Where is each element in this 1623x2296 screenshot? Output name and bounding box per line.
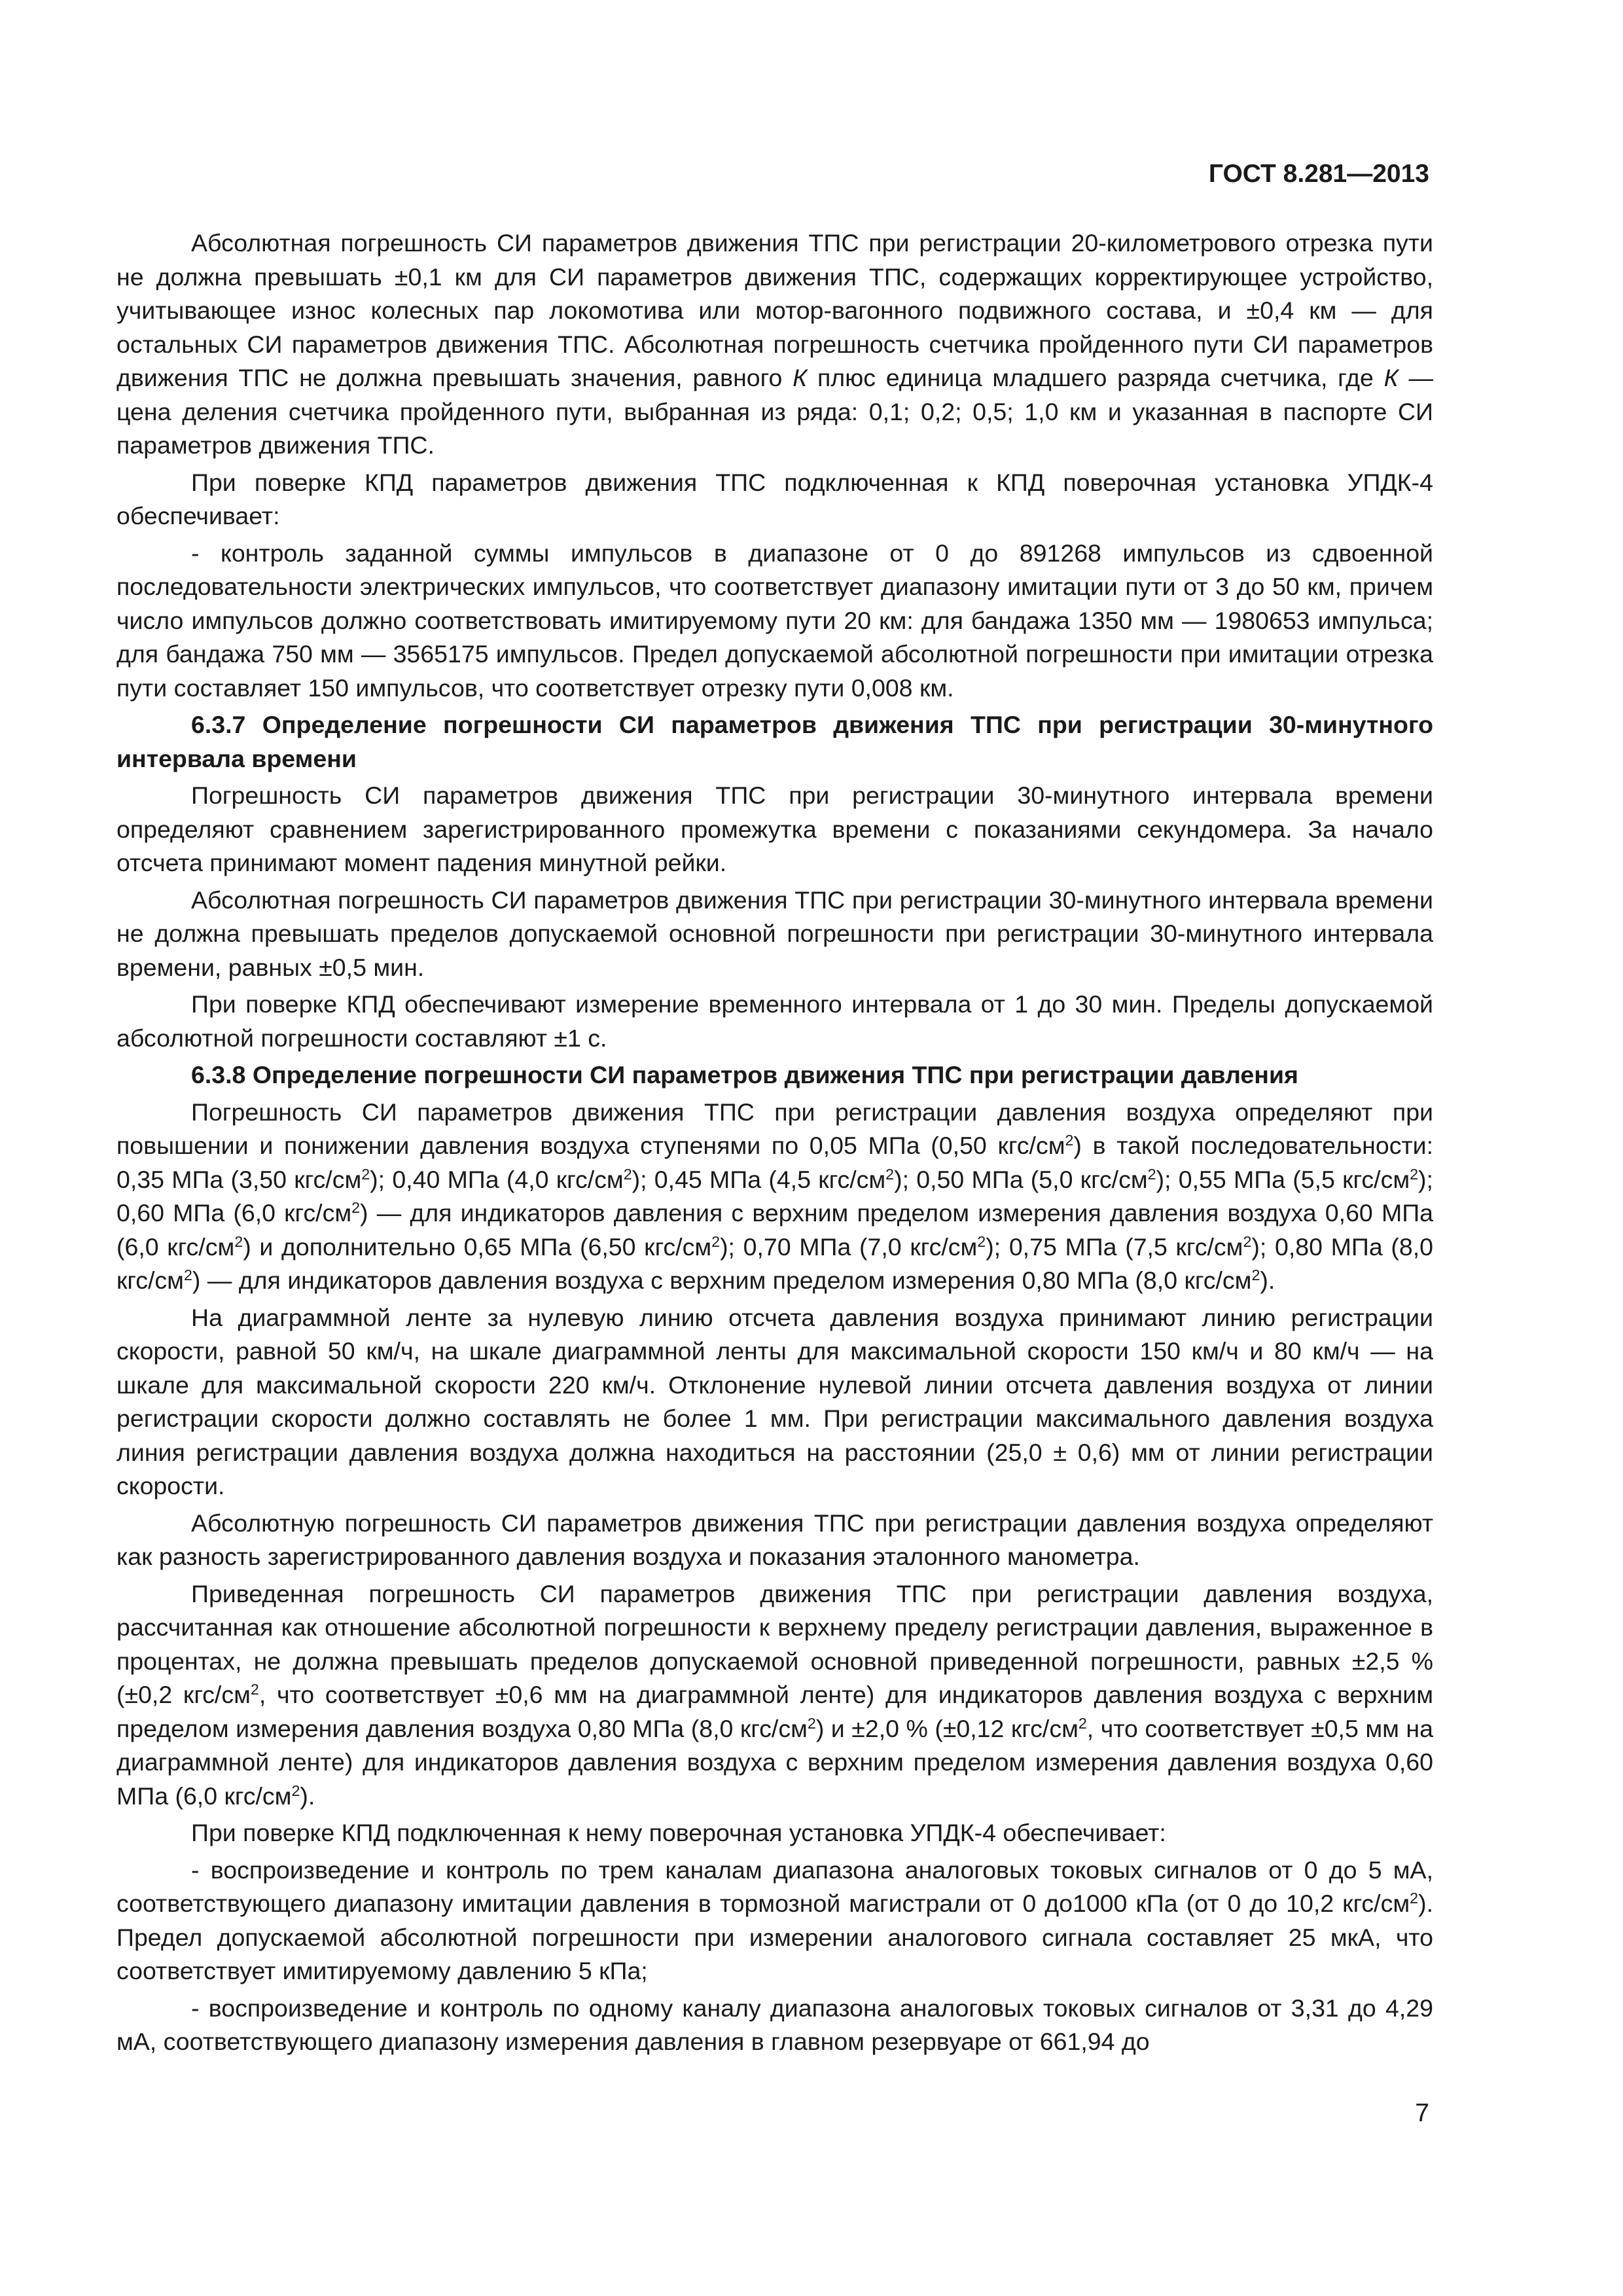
paragraph: Абсолютная погрешность СИ параметров движения ТПС при регистрации 30-минутного интервала времени не должна превышать пределов допускаемой основной погрешности при регистрации 30-минутного интервала времени, равных ±0,5 мин. xyxy=(116,886,1433,981)
paragraph: Абсолютную погрешность СИ параметров движения ТПС при регистрации давления воздуха определяют как разность зарегистрированного давления воздуха и показания эталонного манометра. xyxy=(116,1509,1433,1570)
paragraph: - воспроизведение и контроль по одному каналу диапазона аналоговых токовых сигналов от 3,31 до 4,29 мА, соответствующего диапазону измерения давления в главном резервуаре от 661,94 до xyxy=(116,1994,1433,2055)
paragraph: На диаграммной ленте за нулевую линию отсчета давления воздуха принимают линию регистрации скорости, равной 50 км/ч, на шкале диаграммной ленты для максимальной скорости 150 км/ч и 80 км/ч — на шкале для максимальной скорости 220 км/ч. Отклонение нулевой линии отсчета давления воздуха от линии регистрации скорости должно составлять не более 1 мм. При регистрации максимального давления воздуха линия регистрации давления воздуха должна находиться на расстоянии (25,0 ± 0,6) мм от линии регистрации скорости. xyxy=(116,1303,1433,1499)
paragraph: При поверке КПД обеспечивают измерение временного интервала от 1 до 30 мин. Пределы допускаемой абсолютной погрешности составляют ±1 с. xyxy=(116,990,1433,1052)
paragraph: При поверке КПД подключенная к нему поверочная установка УПДК-4 обеспечивает: xyxy=(191,1819,1166,1846)
paragraph: Погрешность СИ параметров движения ТПС при регистрации 30-минутного интервала времени определяют сравнением зарегистрированного промежутка времени с показаниями секундомера. За начало отсчета принимают момент падения минутной рейки. xyxy=(116,781,1433,876)
document-header: ГОСТ 8.281—2013 xyxy=(1208,160,1429,188)
paragraph: Приведенная погрешность СИ параметров движения ТПС при регистрации давления воздуха, рассчитанная как отношение абсолютной погрешности к верхнему пределу регистрации давления, выраженное в процентах, не должна превышать пределов допускаемой основной приведенной погрешности, равных ±2,5 % (±0,2 кгс/$см^2$, что соответствует ±0,6 мм на диаграммной ленте) для индикаторов давления воздуха с верхним пределом измерения давления воздуха 0,80 МПа (8,0 кгс/$см^2$) и ±2,0 % (±0,12 кгс/$см^2$, что соответствует ±0,5 мм на диаграммной ленте) для индикаторов давления воздуха с верхним пределом измерения давления воздуха 0,60 МПа (6,0 кгс/$см^2$). xyxy=(116,1579,1434,1810)
paragraph: Абсолютная погрешность СИ параметров движения ТПС при регистрации 20-километрового отрезка пути не должна превышать ±0,1 км для СИ параметров движения ТПС, содержащих корректирующее устройство, учитывающее износ колесных пар локомотива или мотор-вагонного подвижного состава, и ±0,4 км — для остальных СИ параметров движения ТПС. Абсолютная погрешность счетчика пройденного пути СИ параметров движения ТПС не должна превышать значения, равного К плюс единица младшего разряда счетчика, где К — цена деления счетчика пройденного пути, выбранная из ряда: 0,1; 0,2; 0,5; 1,0 км и указанная в паспорте СИ параметров движения ТПС. xyxy=(116,229,1434,459)
paragraph: - воспроизведение и контроль по трем каналам диапазона аналоговых токовых сигналов от 0 до 5 мА, соответствующего диапазону имитации давления в тормозной магистрали от 0 до1000 кПа (от 0 до 10,2 кгс/$см^2$). Предел допускаемой абсолютной погрешности при измерении аналогового сигнала составляет 25 мкА, что соответствует имитируемому давлению 5 кПа; xyxy=(116,1856,1433,1984)
section-heading: 6.3.8 Определение погрешности СИ параметров движения ТПС при регистрации давления xyxy=(191,1061,1298,1088)
paragraph: При поверке КПД параметров движения ТПС подключенная к КПД поверочная установка УПДК-4 обеспечивает: xyxy=(116,468,1433,529)
paragraph: Погрешность СИ параметров движения ТПС при регистрации давления воздуха определяют при повышении и понижении давления воздуха ступенями по 0,05 МПа (0,50 кгс/$см^2$) в такой последовательности: 0,35 МПа (3,50 кгс/$см^2$); 0,40 МПа (4,0 кгс/$см^2$); 0,45 МПа (4,5 кгс/$см^2$); 0,50 МПа (5,0 кгс/$см^2$); 0,55 МПа (5,5 кгс/$см^2$); 0,60 МПа (6,0 кгс/$см^2$) — для индикаторов давления с верхним пределом измерения давления воздуха 0,60 МПа (6,0 кгс/$см^2$) и дополнительно 0,65 МПа (6,50 кгс/$см^2$); 0,70 МПа (7,0 кгс/$см^2$); 0,75 МПа (7,5 кгс/$см^2$); 0,80 МПа (8,0 кгс/$см^2$) — для индикаторов давления воздуха с верхним пределом измерения 0,80 МПа (8,0 кгс/$см^2$). xyxy=(116,1098,1434,1294)
document-body xyxy=(116,226,1433,2062)
paragraph: - контроль заданной суммы импульсов в диапазоне от 0 до 891268 импульсов из сдвоенной последовательности электрических импульсов, что соответствует диапазону имитации пути от 3 до 50 км, причем число импульсов должно соответствовать имитируемому пути 20 км: для бандажа 1350 мм — 1980653 импульса; для бандажа 750 мм — 3565175 импульсов. Предел допускаемой абсолютной погрешности при имитации отрезка пути составляет 150 импульсов, что соответствует отрезку пути 0,008 км. xyxy=(116,539,1433,702)
page-number: 7 xyxy=(1415,2099,1429,2127)
section-heading: 6.3.7 Определение погрешности СИ параметров движения ТПС при регистрации 30-минутного интервала времени xyxy=(116,711,1433,772)
